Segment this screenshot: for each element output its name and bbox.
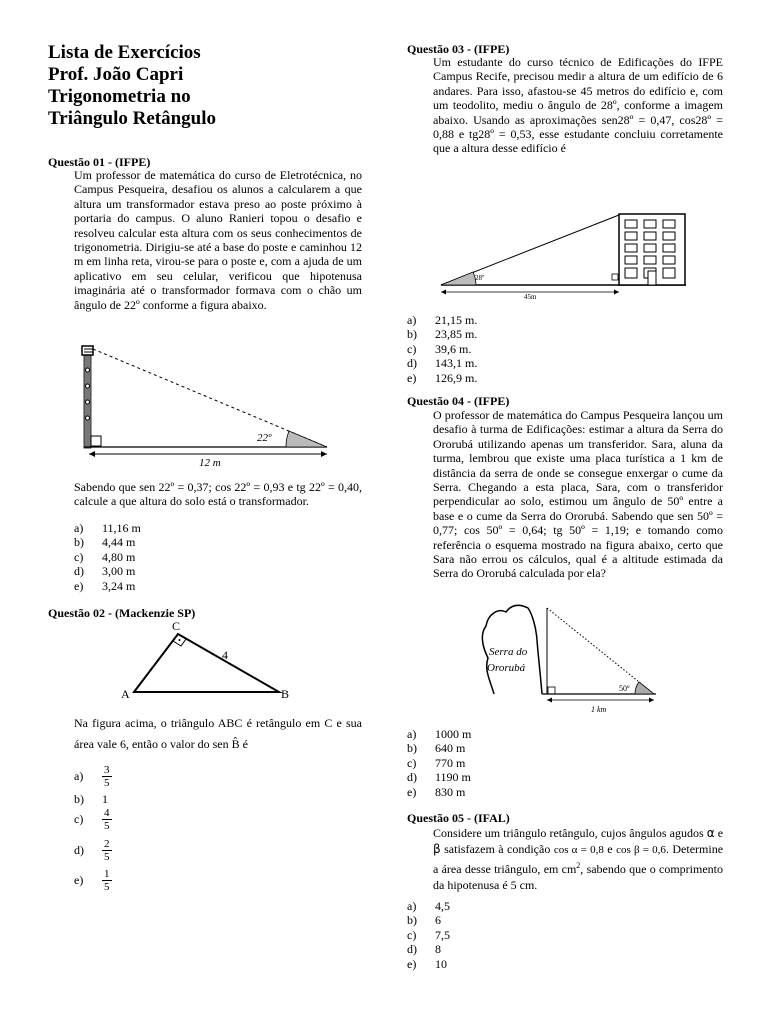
mountain-label-2: Ororubá — [487, 662, 526, 674]
option[interactable]: d) $\frac{2}{5}$ — [74, 838, 110, 863]
option[interactable]: b) 1 — [74, 792, 108, 806]
vertex-b: B — [281, 687, 290, 701]
option[interactable]: b) 6 — [407, 913, 441, 928]
q1-distance-label: 12 m — [199, 457, 221, 469]
q2-text: Na figura acima, o triângulo ABC é retângulo em C e sua área vale 6, então o valor do sen B̂ é — [74, 716, 362, 751]
option[interactable]: b) 4,44 m — [74, 535, 136, 550]
beta-symbol: β — [433, 842, 441, 856]
option[interactable]: e) 126,9 m. — [407, 370, 478, 385]
q4-text: O professor de matemática do Campus Pesqueira lançou um desafio à turma de Edificações: estimar a altura da Serra do Ororubá utilizando apenas um transferidor. Sara, aluna da turma, lembrou que existe uma placa turística a 1 km de distância da serra de onde se consegue enxergar o cume da Serra. Chegando a esta placa, Sara, com o transferidor perpendicular ao solo, estimou um ângulo de 50º entre a base e o cume da Serra do Ororubá. Sabendo que sen 50º = 0,77; cos 50º = 0,64; tg 50º = 1,19; e tomando como referência o esquema mostrado na figura abaixo, certo que Sara não errou os cálculos, qual é a altitude estimada da Serra do Ororubá calculada por ela? — [433, 408, 723, 581]
q2-heading: Questão 02 - (Mackenzie SP) — [48, 606, 196, 620]
q3-heading: Questão 03 - (IFPE) — [407, 42, 510, 56]
option[interactable]: d) 3,00 m — [74, 564, 136, 579]
pole-step — [86, 416, 90, 420]
q1-angle-label: 22º — [257, 432, 272, 444]
pole-step — [86, 384, 90, 388]
option[interactable]: c) $\frac{4}{5}$ — [74, 807, 110, 832]
q1-prompt: Sabendo que sen 22º = 0,37; cos 22º = 0,93 e tg 22º = 0,40, calcule a que altura do solo está o transformador. — [74, 480, 362, 509]
title-line: Lista de Exercícios — [48, 42, 201, 63]
condition-cos-beta: cos β = 0,6 — [616, 844, 666, 856]
fraction: $\frac{1}{5}$ — [104, 868, 110, 893]
sen-b-expression: sen B̂ — [212, 737, 240, 751]
q4-heading: Questão 04 - (IFPE) — [407, 394, 510, 408]
q5-options — [407, 899, 450, 971]
option[interactable]: e) 830 m — [407, 784, 466, 799]
q1-options — [74, 521, 141, 593]
q3-options — [407, 313, 477, 385]
q5-text: Considere um triângulo retângulo, cujos ângulos agudos α e β satisfazem à condição cos α = 0,8 e cos β = 0,6. Determine a área desse triângulo, em $cm^2$, sabendo que o comprimento da hipotenusa é 5 cm. — [433, 826, 724, 892]
side-label: 4 — [222, 648, 228, 662]
option[interactable]: a) 1000 m — [407, 727, 472, 741]
q1-figure — [75, 340, 335, 470]
option[interactable]: d) 1190 m — [407, 770, 471, 785]
q1-heading: Questão 01 - (IFPE) — [48, 155, 151, 169]
vertex-a: A — [121, 687, 130, 701]
hypotenuse-dotted — [547, 608, 654, 694]
pole-step — [86, 368, 90, 372]
q5-heading: Questão 05 - (IFAL) — [407, 811, 510, 825]
option[interactable]: c) 4,80 m — [74, 549, 136, 564]
title-line: Prof. João Capri — [48, 64, 184, 85]
q1-text: Um professor de matemática do curso de Eletrotécnica, no Campus Pesqueira, desafiou os alunos a calcularem a que altura um transformador estava preso ao poste próximo à portaria do campus. O aluno Ranieri topou o desafio e resolveu calcular esta altura com os seus conhecimentos de trigonometria. Dirigiu-se até a base do poste e caminhou 12 m em linha reta, virou-se para o poste e, com a ajuda de um aplicativo em seu celular, verificou que hipotenusa imaginária até o transformador formava com o chão um ângulo de 22º conforme a figura abaixo. — [74, 168, 362, 312]
option[interactable]: c) 7,5 — [407, 927, 450, 942]
fraction: $\frac{3}{5}$ — [104, 764, 110, 789]
triangle-abc — [134, 634, 279, 692]
alpha-symbol: α — [706, 826, 715, 840]
pole — [84, 350, 91, 448]
option[interactable]: a) 11,16 m — [74, 521, 141, 535]
transformer — [82, 346, 93, 355]
q4-options — [407, 727, 471, 799]
building-door — [648, 271, 656, 285]
q2-figure — [118, 619, 298, 701]
option[interactable]: d) 143,1 m. — [407, 356, 478, 371]
option[interactable]: b) 23,85 m. — [407, 327, 478, 342]
q3-distance-label: 45m — [524, 293, 537, 301]
mountain-label-1: Serra do — [489, 646, 528, 658]
right-angle-mark — [548, 687, 555, 694]
option[interactable]: a) $\frac{3}{5}$ — [74, 764, 110, 789]
angle-sector — [635, 682, 654, 694]
fraction: $\frac{2}{5}$ — [104, 838, 110, 863]
option[interactable]: c) 770 m — [407, 755, 466, 770]
option[interactable]: d) 8 — [407, 942, 441, 957]
angle-sector — [286, 431, 327, 447]
q4-figure — [464, 600, 664, 720]
option[interactable]: b) 640 m — [407, 741, 466, 756]
title-line: Triângulo Retângulo — [48, 108, 217, 129]
option[interactable]: e) 3,24 m — [74, 578, 136, 593]
q3-text: Um estudante do curso técnico de Edificações do IFPE Campus Recife, precisou medir a altura de um edifício de 6 andares. Para isso, afastou-se 45 metros do edifício e, com um teodolito, mediu o ângulo de 28º, conforme a imagem abaixo. Usando as aproximações sen28º = 0,47, cos28º = 0,88 e tg28º = 0,53, esse estudante concluiu corretamente que a altura desse edifício é — [433, 55, 723, 156]
option[interactable]: e) $\frac{1}{5}$ — [74, 868, 110, 893]
q4-distance-label: 1 km — [591, 705, 607, 714]
vertex-c: C — [172, 619, 181, 633]
option[interactable]: a) 21,15 m. — [407, 313, 478, 327]
condition-cos-alpha: cos α = 0,8 — [553, 844, 604, 856]
pole-step — [86, 400, 90, 404]
q3-figure — [436, 210, 696, 300]
angle-sector — [441, 272, 476, 285]
right-angle-mark — [91, 436, 101, 446]
option[interactable]: e) 10 — [407, 956, 447, 971]
q3-angle-label: 28º — [475, 274, 485, 282]
option[interactable]: a) 4,5 — [407, 899, 450, 913]
q4-angle-label: 50º — [619, 684, 630, 693]
document-title — [48, 42, 368, 130]
option[interactable]: c) 39,6 m. — [407, 341, 472, 356]
fraction: $\frac{4}{5}$ — [104, 807, 110, 832]
title-line: Trigonometria no — [48, 86, 191, 107]
